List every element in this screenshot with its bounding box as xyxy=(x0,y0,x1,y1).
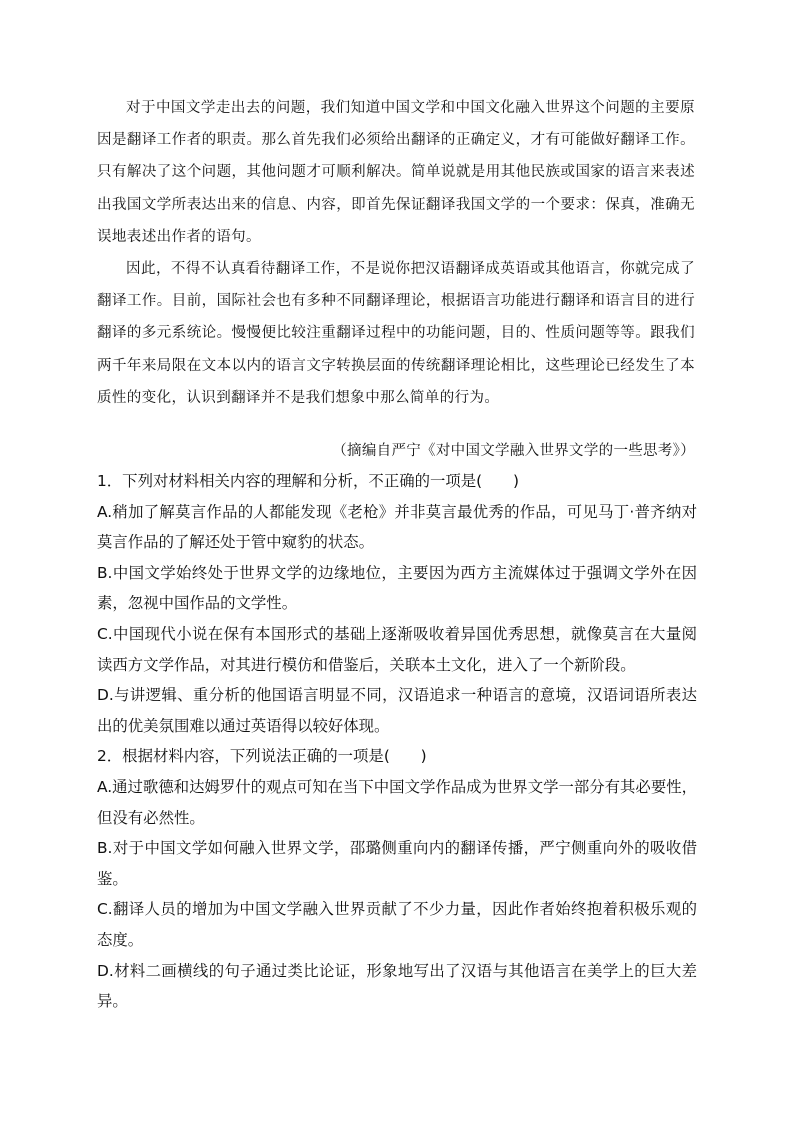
question-list xyxy=(97,436,697,1017)
option-d: D.材料二画横线的句子通过类比论证，形象地写出了汉语与其他语言在美学上的巨大差异。 xyxy=(97,961,697,1011)
passage-paragraph-1: 对于中国文学走出去的问题，我们知道中国文学和中国文化融入世界这个问题的主要原因是翻译工作者的职责。那么首先我们必须给出翻译的正确定义，才有可能做好翻译工作。只有解决了这个问题，其他问题才可顺利解决。简单说就是用其他民族或国家的语言来表述出我国文学所表达出来的信息、内容，即首先保证翻译我国文学的一个要求：保真，准确无误地表述出作者的语句。 xyxy=(97,100,695,245)
question-stem: 2．根据材料内容，下列说法正确的一项是( ) xyxy=(97,747,427,766)
option-a: A.通过歌德和达姆罗什的观点可知在当下中国文学作品成为世界文学一部分有其必要性，但没有必然性。 xyxy=(97,777,697,827)
question-1 xyxy=(97,466,697,741)
option-b: B.对于中国文学如何融入世界文学，邵璐侧重向内的翻译传播，严宁侧重向外的吸收借鉴。 xyxy=(97,839,697,888)
passage-source: （摘编自严宁《对中国文学融入世界文学的一些思考》） xyxy=(332,443,695,459)
reading-passage xyxy=(97,92,695,414)
option-d: D.与讲逻辑、重分析的他国语言明显不同，汉语追求一种语言的意境，汉语词语所表达出的优美氛围难以通过英语得以较好体现。 xyxy=(97,686,697,735)
option-c: C.翻译人员的增加为中国文学融入世界贡献了不少力量，因此作者始终抱着积极乐观的态度。 xyxy=(97,900,697,949)
option-c: C.中国现代小说在保有本国形式的基础上逐渐吸收着异国优秀思想，就像莫言在大量阅读西方文学作品，对其进行模仿和借鉴后，关联本土文化，进入了一个新阶段。 xyxy=(97,624,697,674)
passage-paragraph-2: 因此，不得不认真看待翻译工作，不是说你把汉语翻译成英语或其他语言，你就完成了翻译工作。目前，国际社会也有多种不同翻译理论，根据语言功能进行翻译和语言目的进行翻译的多元系统论。慢慢便比较注重翻译过程中的功能问题，目的、性质问题等等。跟我们两千年来局限在文本以内的语言文字转换层面的传统翻译理论相比，这些理论已经发生了本质性的变化，认识到翻译并不是我们想象中那么简单的行为。 xyxy=(97,261,695,406)
option-b: B.中国文学始终处于世界文学的边缘地位，主要因为西方主流媒体过于强调文学外在因素，忽视中国作品的文学性。 xyxy=(97,563,697,613)
question-stem: 1．下列对材料相关内容的理解和分析，不正确的一项是( ) xyxy=(97,472,519,490)
question-2 xyxy=(97,741,697,1016)
option-a: A.稍加了解莫言作品的人都能发现《老枪》并非莫言最优秀的作品，可见马丁·普齐纳对莫言作品的了解还处于管中窥豹的状态。 xyxy=(97,502,697,552)
